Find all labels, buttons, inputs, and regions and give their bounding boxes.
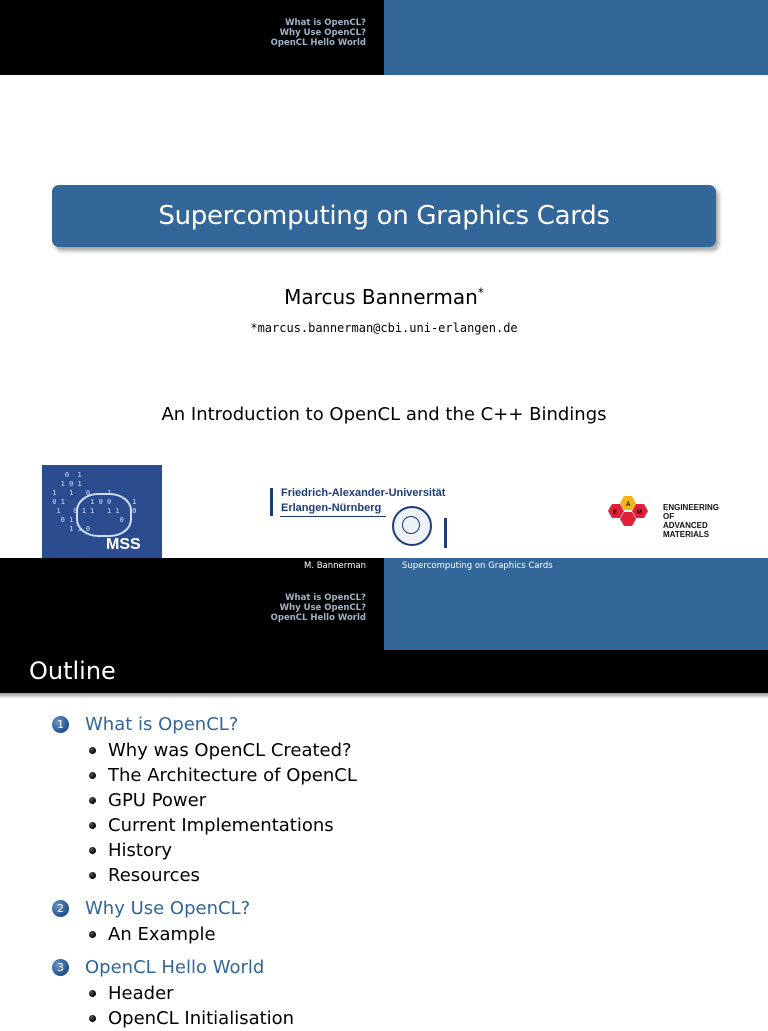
header-nav-panel [0,0,384,75]
slide-title: Supercomputing on Graphics Cards [158,201,610,231]
subitem-label: An Example [108,924,216,945]
subitem-label: History [108,840,173,861]
section-number-ball: 3 [52,959,69,976]
bullet-icon [89,747,96,754]
hexagon-cluster-icon [600,494,662,534]
outline-section[interactable] [52,953,752,981]
author-name: Marcus Bannerman [284,285,478,309]
header-accent-panel [384,575,768,650]
bullet-icon [89,990,96,997]
outline-section[interactable] [52,894,752,922]
outline-subitem[interactable] [52,738,752,763]
fau-logo-underline [280,516,386,517]
bullet-icon [89,797,96,804]
fau-logo-bar-right [444,518,447,548]
nav-item-opencl-hello-world[interactable]: OpenCL Hello World [270,38,366,48]
footer-author: M. Bannerman [303,561,366,571]
outline-subitem[interactable] [52,813,752,838]
footer-title: Supercomputing on Graphics Cards [402,561,553,571]
outline-subitem[interactable] [52,863,752,888]
frame-title-bar [0,650,768,693]
fau-logo-line2: Erlangen-Nürnberg [281,502,382,514]
outline-list [52,710,752,1031]
bullet-icon [89,772,96,779]
eam-line2: OF ADVANCED [663,512,708,530]
mss-logo [42,465,162,558]
slide1-footer [0,558,768,575]
outline-subitem[interactable] [52,1006,752,1031]
outline-section[interactable] [52,710,752,738]
header-accent-panel [384,0,768,75]
university-seal-icon [392,506,432,546]
section-title: OpenCL Hello World [85,956,265,978]
svg-text:M: M [637,510,642,516]
subitem-label: Current Implementations [108,815,334,836]
slide1-header [0,0,768,75]
title-box [52,185,716,247]
section-nav [271,593,366,623]
subitem-label: Why was OpenCL Created? [108,740,352,761]
bullet-icon [89,1015,96,1022]
section-number-ball: 1 [52,716,69,733]
bullet-icon [89,822,96,829]
eam-logo [600,494,720,539]
author-email: *marcus.bannerman@cbi.uni-erlangen.de [250,321,518,335]
fau-logo-line1: Friedrich-Alexander-Universität [281,487,446,499]
fau-logo-bar [270,488,273,516]
nav-item-what-is-opencl[interactable]: What is OpenCL? [285,18,366,28]
frame-title: Outline [29,657,116,685]
fau-logo [268,486,468,550]
subitem-label: OpenCL Initialisation [108,1008,295,1029]
slide2-header [0,575,768,650]
outline-subitem[interactable] [52,838,752,863]
eam-line1: ENGINEERING [663,503,720,512]
mss-logo-label: MSS [106,536,141,553]
subitem-label: GPU Power [108,790,207,811]
nav-item-what-is-opencl[interactable]: What is OpenCL? [285,593,366,603]
binary-pattern-icon: 0 1 1 0 1 1 1 0 1 0 1 1 0 0 1 1 0 1 1 1 1 0 0 1 0 1 1 0 [52,471,137,533]
svg-text:E: E [613,510,618,516]
eam-line3: MATERIALS [663,530,710,539]
section-title: Why Use OpenCL? [85,897,251,919]
section-nav [271,18,366,48]
eam-logo-text [663,503,720,539]
bullet-icon [89,847,96,854]
section-title: What is OpenCL? [85,713,239,735]
nav-item-why-use-opencl[interactable]: Why Use OpenCL? [279,603,366,613]
hexagon-icon [76,493,132,537]
outline-subitem[interactable] [52,788,752,813]
bullet-icon [89,931,96,938]
bullet-icon [89,872,96,879]
header-nav-panel [0,575,384,650]
author-footnote-mark: * [477,285,484,300]
subitem-label: Resources [108,865,200,886]
nav-item-opencl-hello-world[interactable]: OpenCL Hello World [270,613,366,623]
title-shadow [0,693,768,699]
outline-subitem[interactable] [52,763,752,788]
outline-subitem[interactable] [52,981,752,1006]
author-line [0,285,768,309]
nav-item-why-use-opencl[interactable]: Why Use OpenCL? [279,28,366,38]
subitem-label: Header [108,983,174,1004]
slide-subtitle: An Introduction to OpenCL and the C++ Bindings [161,404,607,425]
section-number-ball: 2 [52,900,69,917]
svg-text:A: A [626,502,631,508]
subitem-label: The Architecture of OpenCL [108,765,357,786]
footer-left [0,558,384,575]
footer-right [384,558,768,575]
outline-subitem[interactable] [52,922,752,947]
